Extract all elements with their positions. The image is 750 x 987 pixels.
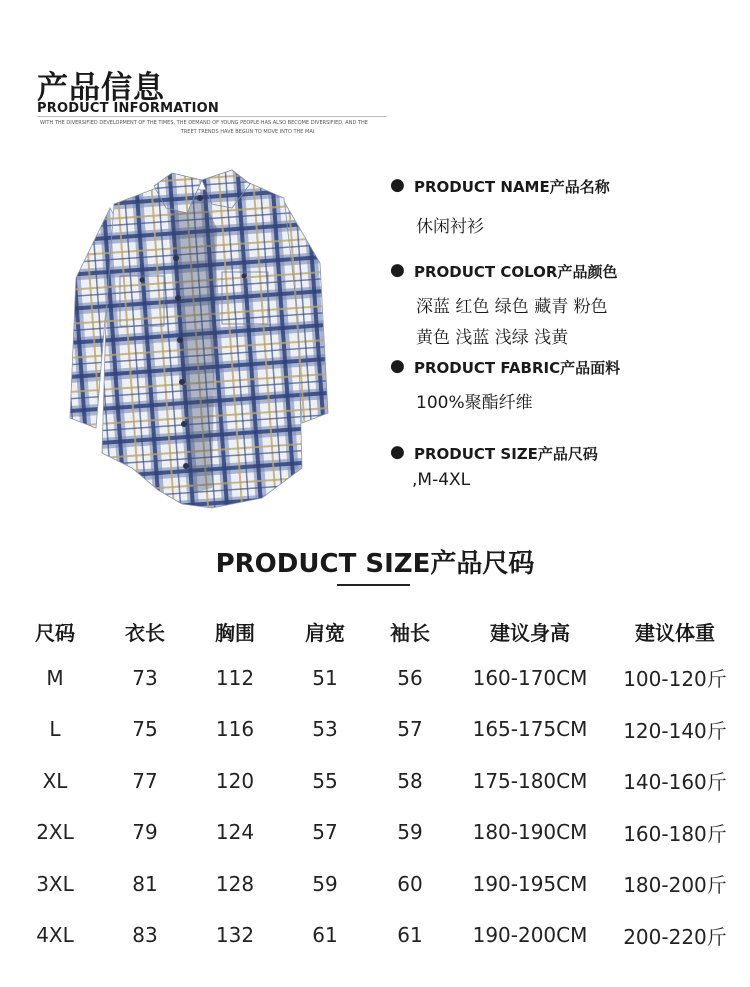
table-cell: 59 — [397, 820, 423, 845]
product-size-title: PRODUCT SIZE产品尺码 — [414, 445, 598, 463]
table-cell: 75 — [132, 717, 158, 742]
header-note-line1: WITH THE DIVERSIFIED DEVELOPMENT OF THE TIMES, THE DEMAND OF YOUNG PEOPLE HAS ALSO BECOME DIVERSIFIED, AND THE — [40, 120, 368, 126]
header-chest: 胸围 — [215, 620, 255, 645]
table-cell: 120-140斤 — [623, 718, 727, 743]
table-cell: 120 — [215, 768, 255, 793]
table-cell: 165-175CM — [472, 717, 588, 742]
product-color-line2: 黄色 浅蓝 浅绿 浅黄 — [416, 328, 569, 348]
table-cell: L — [49, 717, 61, 742]
size-table-header — [10, 610, 740, 652]
header-size: 尺码 — [35, 620, 75, 645]
table-cell: 60 — [397, 871, 423, 896]
table-cell: 160-170CM — [472, 665, 588, 690]
table-cell: M — [46, 665, 64, 690]
product-name-title: PRODUCT NAME产品名称 — [414, 178, 610, 196]
header-sleeve: 袖长 — [390, 620, 430, 645]
bullet-icon: ● — [390, 356, 405, 376]
header-divider — [37, 116, 387, 117]
product-size-value: ,M-4XL — [412, 470, 471, 490]
table-cell: 132 — [215, 923, 255, 948]
table-cell: 57 — [397, 717, 423, 742]
table-row — [10, 652, 740, 704]
table-cell: 180-200斤 — [623, 873, 727, 898]
table-cell: 55 — [312, 768, 338, 793]
table-row — [10, 755, 740, 807]
table-cell: 53 — [312, 717, 338, 742]
bullet-icon: ● — [390, 175, 405, 195]
header-length: 衣长 — [125, 620, 165, 645]
table-row — [10, 704, 740, 756]
table-cell: 3XL — [36, 871, 74, 896]
size-section-underline — [337, 584, 410, 586]
table-cell: 79 — [132, 820, 158, 845]
table-cell: 190-195CM — [472, 871, 588, 896]
table-cell: 59 — [312, 871, 338, 896]
table-cell: 2XL — [36, 820, 74, 845]
header-note-line2: TREET TRENDS HAVE BEGUN TO MOVE INTO THE MAI — [180, 129, 315, 135]
table-cell: 200-220斤 — [623, 924, 727, 949]
product-color-line1: 深蓝 红色 绿色 藏青 粉色 — [416, 297, 608, 317]
table-cell: 4XL — [36, 923, 74, 948]
table-cell: 100-120斤 — [623, 667, 727, 692]
table-cell: 61 — [312, 923, 338, 948]
table-cell: 77 — [132, 768, 158, 793]
table-cell: 57 — [312, 820, 338, 845]
table-cell: 73 — [132, 665, 158, 690]
product-name-value: 休闲衬衫 — [416, 217, 484, 237]
table-cell: 112 — [215, 665, 255, 690]
bullet-icon: ● — [390, 260, 405, 280]
table-cell: 56 — [397, 665, 423, 690]
bullet-icon: ● — [390, 442, 405, 462]
table-cell: 124 — [215, 820, 255, 845]
product-fabric-value: 100%聚酯纤维 — [416, 393, 533, 413]
header-weight: 建议体重 — [635, 620, 715, 645]
size-section-title: PRODUCT SIZE产品尺码 — [215, 549, 535, 579]
plaid-shirt-image — [62, 168, 342, 513]
header-title-cn: 产品信息 — [37, 70, 165, 106]
table-cell: 190-200CM — [472, 923, 588, 948]
header-title-en: PRODUCT INFORMATION — [37, 101, 219, 116]
header-note — [40, 119, 385, 137]
table-cell: 140-160斤 — [623, 770, 727, 795]
table-cell: 180-190CM — [472, 820, 588, 845]
product-fabric-title: PRODUCT FABRIC产品面料 — [414, 359, 621, 377]
table-row — [10, 807, 740, 859]
table-cell: XL — [42, 768, 68, 793]
table-cell: 81 — [132, 871, 158, 896]
header-shoulder: 肩宽 — [305, 620, 345, 645]
table-cell: 61 — [397, 923, 423, 948]
header-height: 建议身高 — [490, 620, 570, 645]
table-cell: 51 — [312, 665, 338, 690]
table-cell: 83 — [132, 923, 158, 948]
table-row — [10, 858, 740, 910]
table-cell: 58 — [397, 768, 423, 793]
size-table — [10, 610, 740, 961]
table-cell: 175-180CM — [472, 768, 588, 793]
table-cell: 116 — [215, 717, 255, 742]
table-cell: 128 — [215, 871, 255, 896]
table-cell: 160-180斤 — [623, 821, 727, 846]
product-color-title: PRODUCT COLOR产品颜色 — [414, 263, 618, 281]
table-row — [10, 910, 740, 962]
